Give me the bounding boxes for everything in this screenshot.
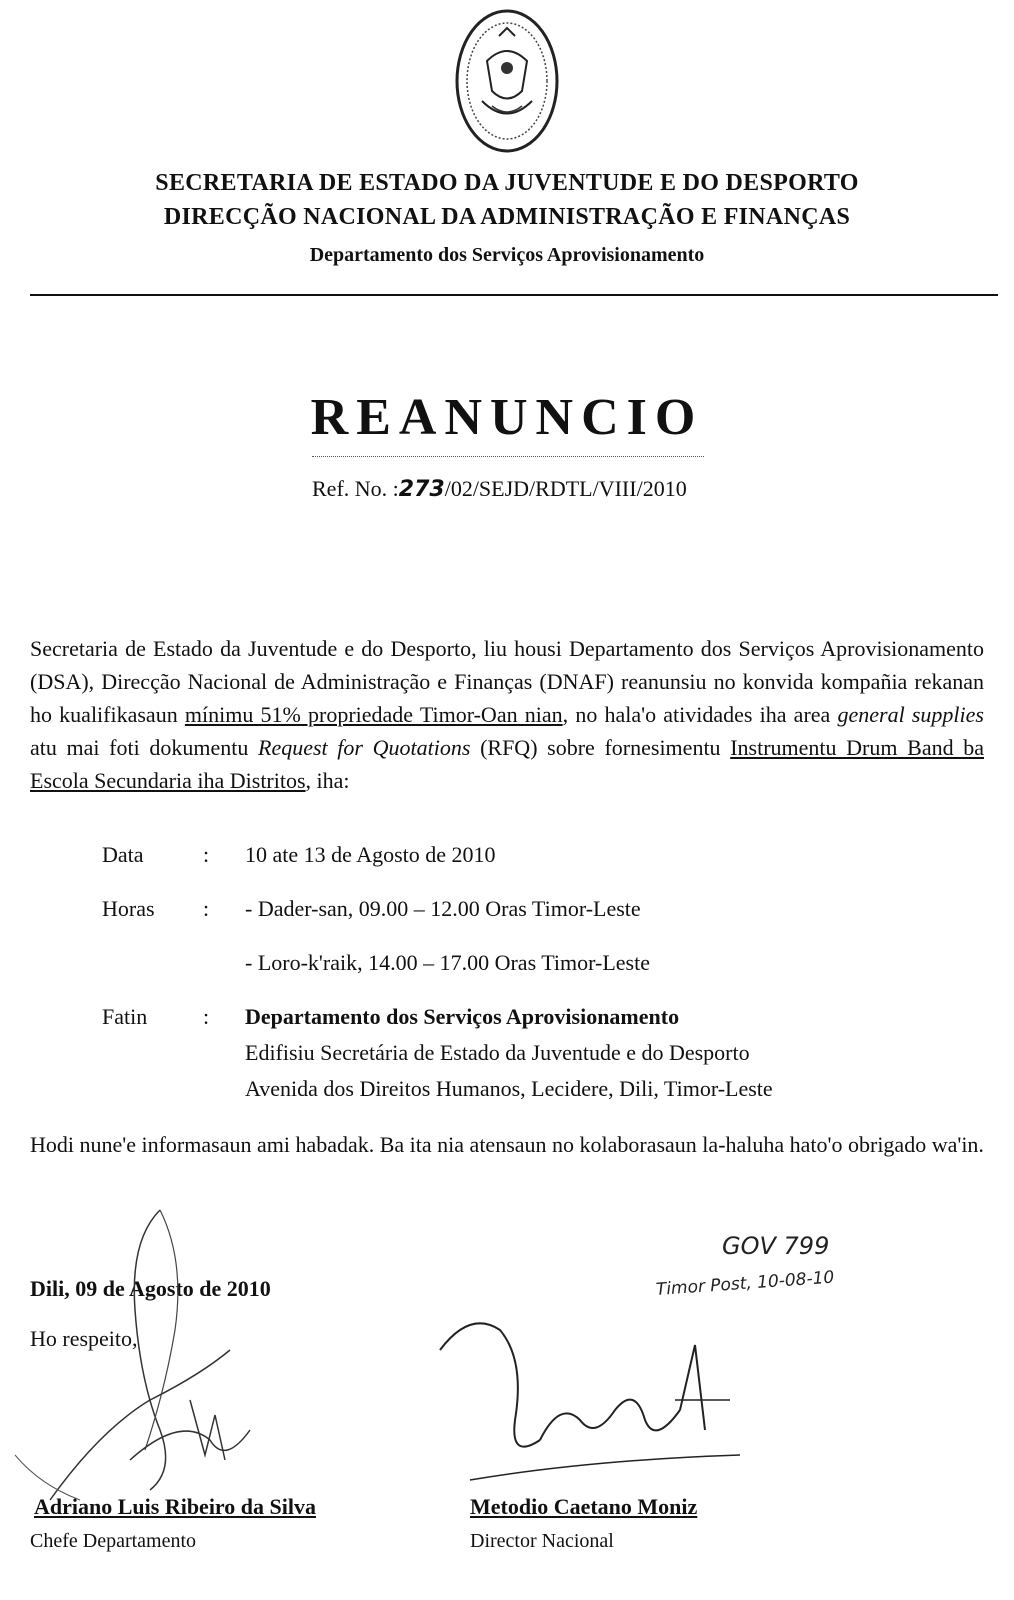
body-paragraph (30, 632, 984, 797)
fatin-label: Fatin (102, 1004, 148, 1029)
procurement-item: Instrumentu Drum Band ba Escola Secundaria iha Distritos (30, 735, 984, 793)
ref-suffix: /02/SEJD/RDTL/VIII/2010 (444, 476, 687, 501)
header-department: Departamento dos Serviços Aprovisionamento (309, 244, 705, 266)
reference-number (312, 476, 687, 502)
header-directorate: DIRECÇÃO NACIONAL DA ADMINISTRAÇÃO E FINANÇAS (163, 204, 851, 230)
fatin-value-address: Avenida dos Direitos Humanos, Lecidere, Dili, Timor-Leste (245, 1076, 773, 1101)
fatin-value-building: Edifisiu Secretária de Estado da Juventude e do Desporto (245, 1040, 750, 1065)
place-date: Dili, 09 de Agosto de 2010 (30, 1276, 271, 1301)
signatory-right-name: Metodio Caetano Moniz (470, 1494, 698, 1519)
closing-paragraph: Hodi nune'e informasaun ami habadak. Ba ita nia atensaun no kolaborasaun la-haluha hato'o obrigado wa'in. (30, 1132, 984, 1157)
header-ministry: SECRETARIA DE ESTADO DA JUVENTUDE E DO DESPORTO (155, 170, 859, 196)
handwritten-note-gov: GOV 799 (722, 1232, 830, 1260)
ref-handwritten-number: 273 (398, 477, 445, 502)
horas-label: Horas (102, 896, 155, 921)
data-label: Data (102, 842, 144, 867)
signatory-left-title: Chefe Departamento (30, 1530, 197, 1552)
horas-value-afternoon: - Loro-k'raik, 14.00 – 17.00 Oras Timor-Leste (245, 950, 650, 975)
ownership-requirement: mínimu 51% propriedade Timor-Oan nian (184, 702, 563, 727)
title-divider (312, 456, 704, 457)
signatory-right-title: Director Nacional (470, 1530, 614, 1552)
data-value: 10 ate 13 de Agosto de 2010 (245, 842, 496, 867)
document-title: REANUNCIO (310, 389, 704, 446)
signature-left-icon (10, 1200, 270, 1510)
ref-prefix: Ref. No. : (312, 476, 399, 501)
coat-of-arms-seal-icon (452, 6, 562, 156)
header-divider (30, 294, 998, 296)
horas-value-morning: - Dader-san, 09.00 – 12.00 Oras Timor-Leste (245, 896, 641, 921)
colon: : (203, 1004, 210, 1029)
area-term: general supplies (837, 702, 984, 727)
fatin-value-department: Departamento dos Serviços Aprovisionamento (245, 1004, 680, 1029)
greeting: Ho respeito, (30, 1326, 138, 1351)
rfq-term: Request for Quotations (258, 735, 471, 760)
handwritten-note-publication: Timor Post, 10-08-10 (655, 1267, 835, 1300)
colon: : (203, 842, 210, 867)
body-text: Secretaria de Estado da Juventude e do Desporto, liu housi Departamento dos Serviços Aprovisionamento (DSA), Direcção Nacional de Administração e Finanças (DNAF) reanunsiu no konvida kompañia rekanan ho kualifikasaun (30, 636, 984, 727)
body-text: , iha: (305, 768, 350, 793)
body-text: (RFQ) sobre fornesimentu (470, 735, 731, 760)
signature-right-icon (430, 1290, 750, 1510)
body-text: , no hala'o atividades iha area (562, 702, 838, 727)
body-text: atu mai foti dokumentu (30, 735, 259, 760)
colon: : (203, 896, 210, 921)
signatory-left-name: Adriano Luis Ribeiro da Silva (34, 1494, 316, 1519)
